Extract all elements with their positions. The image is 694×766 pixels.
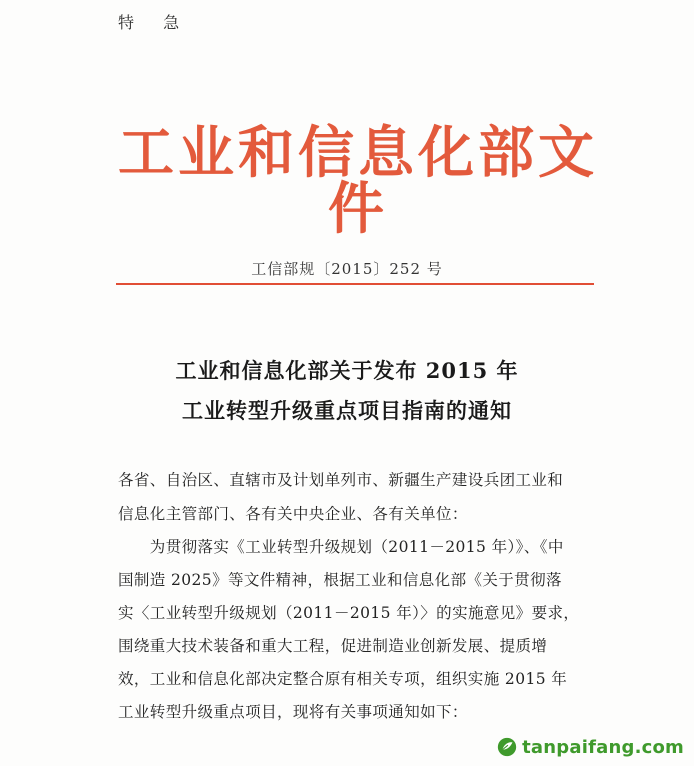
- body-line-2: 信息化主管部门、各有关中央企业、各有关单位：: [118, 505, 468, 523]
- issuer-title: 工业和信息化部文件: [118, 120, 598, 242]
- body-line-8: 工业转型升级重点项目，现将有关事项通知如下：: [118, 703, 468, 721]
- watermark-logo: [496, 736, 684, 758]
- document-number: 工信部规〔2015〕252 号: [251, 260, 443, 278]
- body-line-7: 效，工业和信息化部决定整合原有相关专项，组织实施 2015 年: [118, 670, 568, 688]
- urgency-label: 特 急: [118, 13, 192, 32]
- body-line-3: 为贯彻落实《工业转型升级规划（2011－2015 年）》、《中: [118, 538, 564, 556]
- notice-title-line-1: 工业和信息化部关于发布 2015 年: [175, 358, 519, 383]
- notice-title-line-2: 工业转型升级重点项目指南的通知: [182, 398, 512, 423]
- watermark-text: tanpaifang.com: [522, 736, 684, 758]
- red-divider: [116, 283, 594, 285]
- body-line-1: 各省、自治区、直辖市及计划单列市、新疆生产建设兵团工业和: [118, 471, 564, 489]
- body-line-5: 实〈工业转型升级规划（2011－2015 年）〉的实施意见》要求，: [118, 604, 580, 622]
- body-line-6: 围绕重大技术装备和重大工程，促进制造业创新发展、提质增: [118, 637, 548, 655]
- leaf-logo-icon: [496, 736, 518, 758]
- body-line-4: 国制造 2025》等文件精神，根据工业和信息化部《关于贯彻落: [118, 571, 562, 589]
